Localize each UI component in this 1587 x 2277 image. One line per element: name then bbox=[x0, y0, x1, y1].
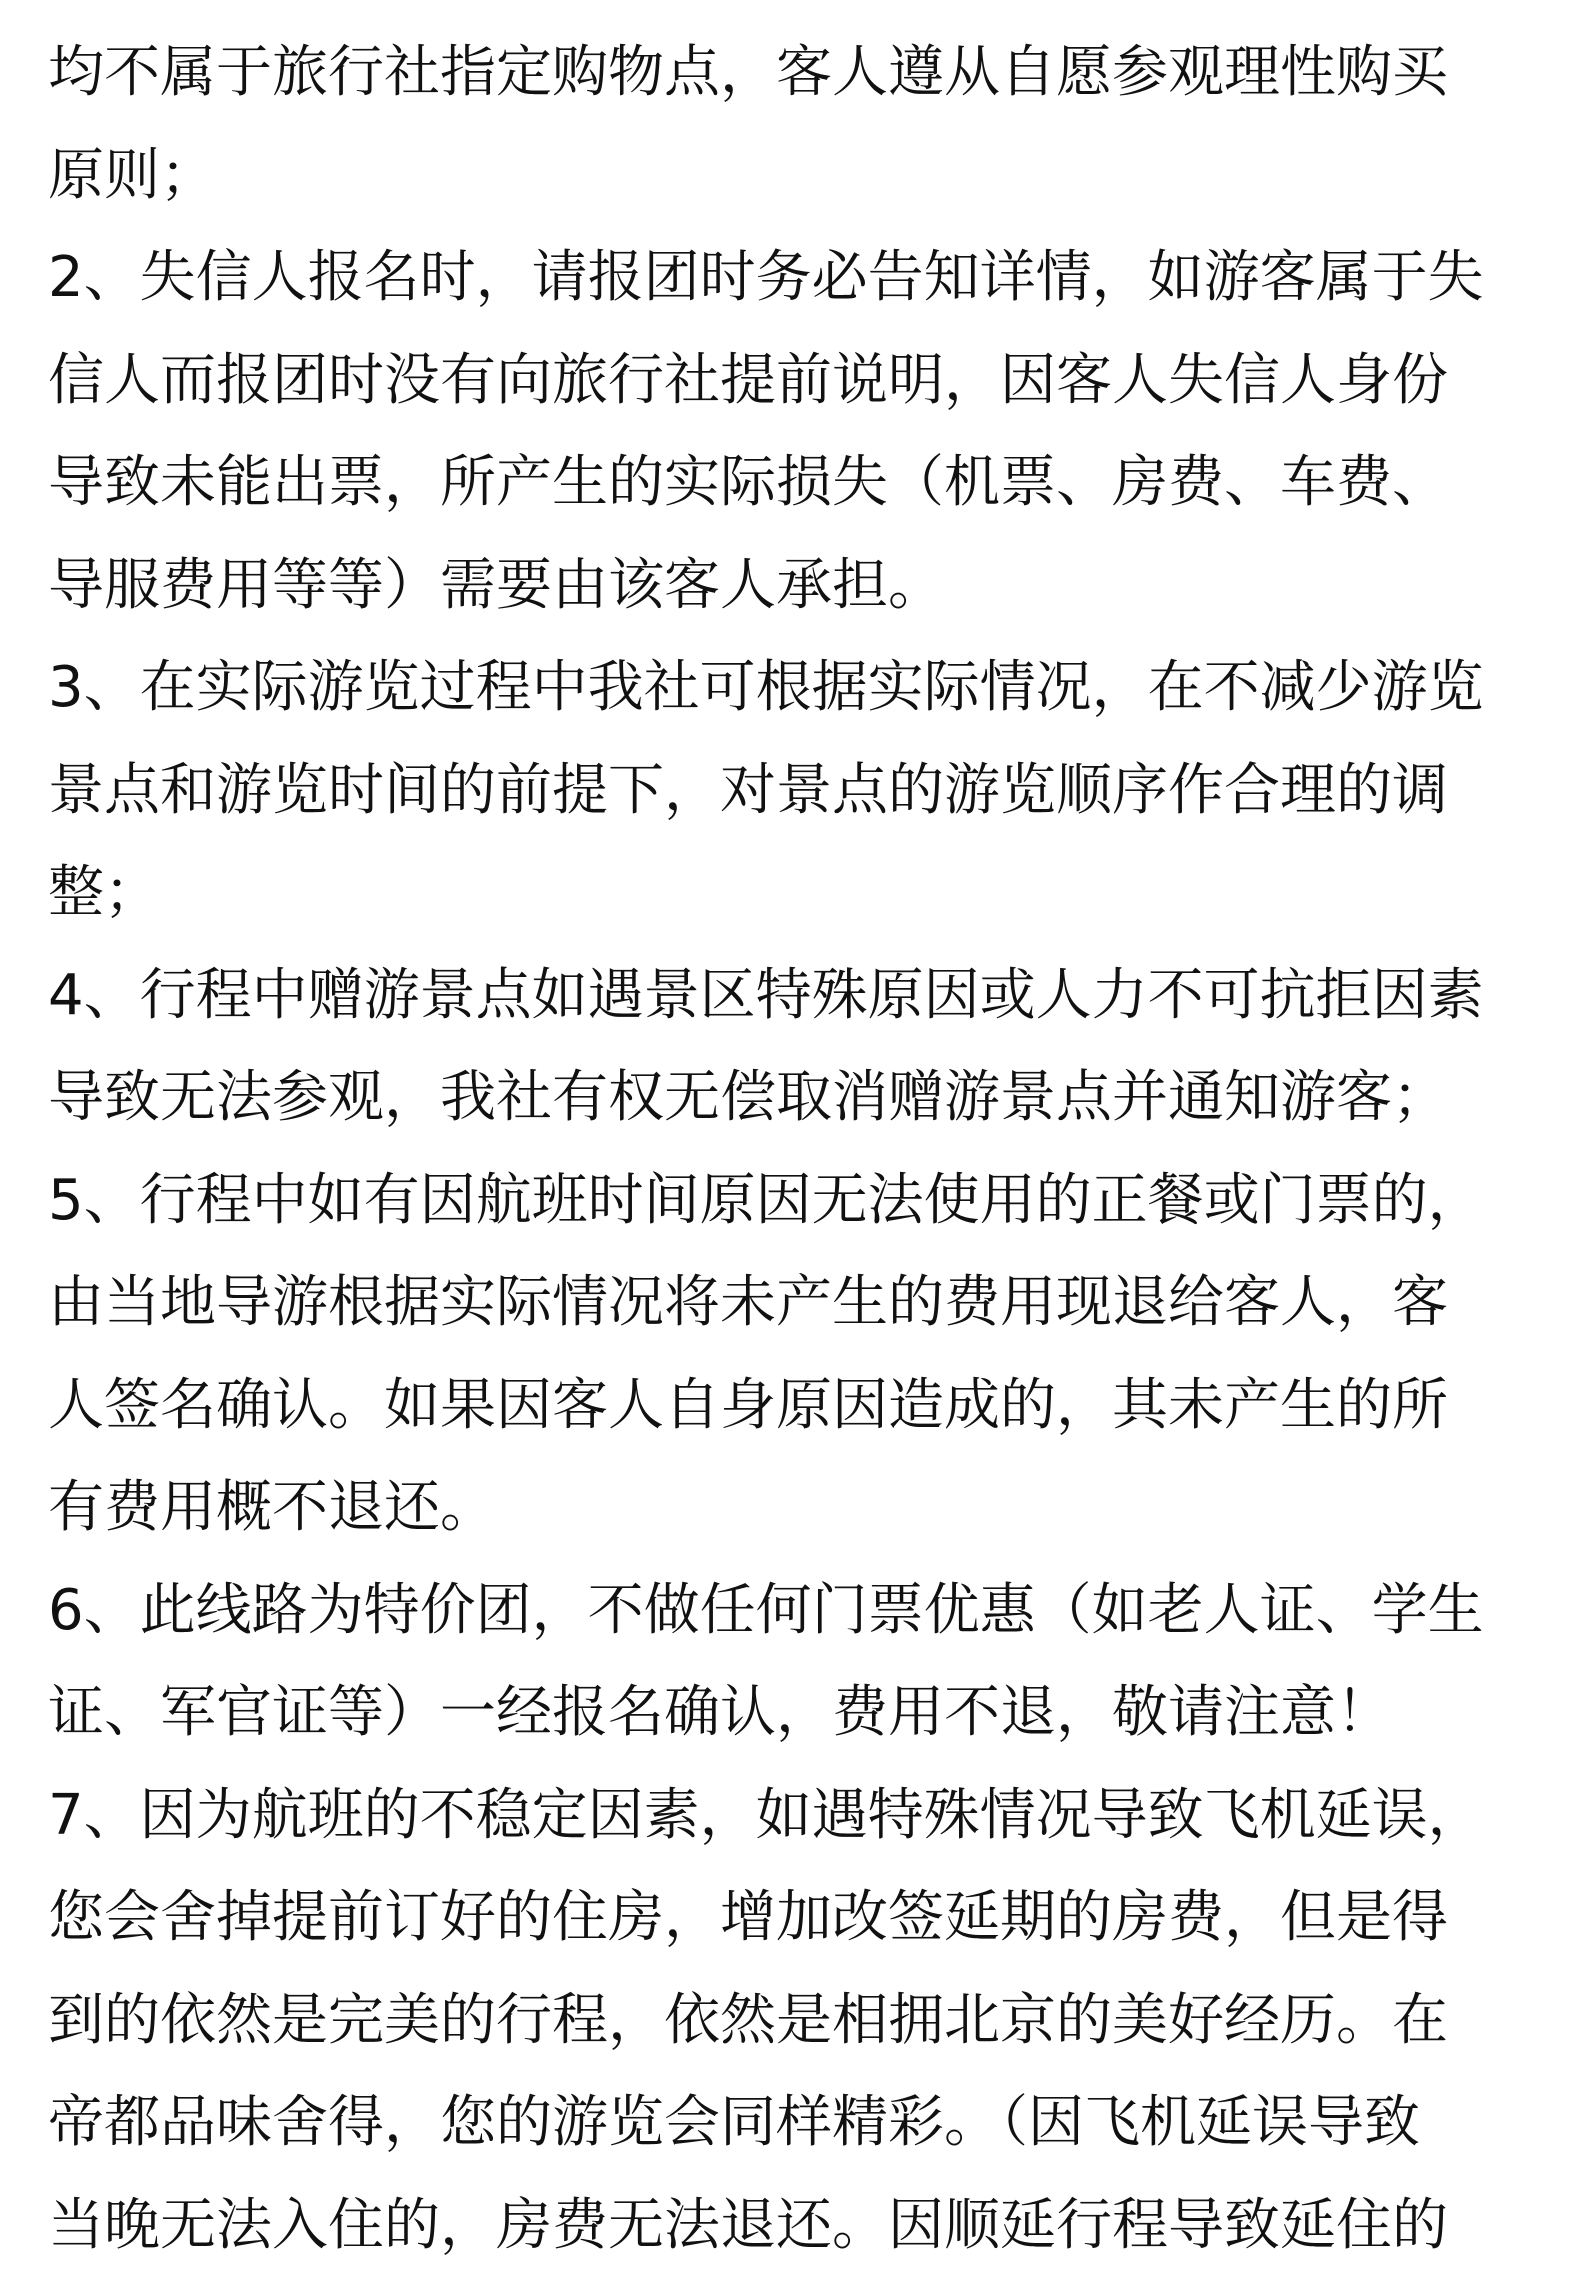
text-line: 证、军官证等）一经报名确认，费用不退，敬请注意！ bbox=[48, 1662, 1554, 1765]
text-line: 由当地导游根据实际情况将未产生的费用现退给客人，客 bbox=[48, 1252, 1554, 1355]
text-line: 6、此线路为特价团，不做任何门票优惠（如老人证、学生 bbox=[48, 1560, 1554, 1663]
text-line: 人签名确认。如果因客人自身原因造成的，其未产生的所 bbox=[48, 1355, 1554, 1458]
text-line: 整； bbox=[48, 842, 1554, 945]
text-line: 当晚无法入住的，房费无法退还。因顺延行程导致延住的 bbox=[48, 2175, 1554, 2277]
text-line: 4、行程中赠游景点如遇景区特殊原因或人力不可抗拒因素 bbox=[48, 945, 1554, 1048]
text-line: 您会舍掉提前订好的住房，增加改签延期的房费，但是得 bbox=[48, 1867, 1554, 1970]
text-line: 3、在实际游览过程中我社可根据实际情况，在不减少游览 bbox=[48, 637, 1554, 740]
text-line: 均不属于旅行社指定购物点，客人遵从自愿参观理性购买 bbox=[48, 22, 1554, 125]
text-line: 导服费用等等）需要由该客人承担。 bbox=[48, 535, 1554, 638]
text-line: 导致未能出票，所产生的实际损失（机票、房费、车费、 bbox=[48, 432, 1554, 535]
text-line: 景点和游览时间的前提下，对景点的游览顺序作合理的调 bbox=[48, 740, 1554, 843]
text-line: 导致无法参观，我社有权无偿取消赠游景点并通知游客； bbox=[48, 1047, 1554, 1150]
text-line: 2、失信人报名时，请报团时务必告知详情，如游客属于失 bbox=[48, 227, 1554, 330]
text-line: 到的依然是完美的行程，依然是相拥北京的美好经历。在 bbox=[48, 1970, 1554, 2073]
text-line: 7、因为航班的不稳定因素，如遇特殊情况导致飞机延误， bbox=[48, 1765, 1554, 1868]
text-line: 帝都品味舍得，您的游览会同样精彩。（因飞机延误导致 bbox=[48, 2072, 1554, 2175]
text-line: 原则； bbox=[48, 125, 1554, 228]
text-line: 有费用概不退还。 bbox=[48, 1457, 1554, 1560]
text-line: 信人而报团时没有向旅行社提前说明，因客人失信人身份 bbox=[48, 330, 1554, 433]
text-line: 5、行程中如有因航班时间原因无法使用的正餐或门票的， bbox=[48, 1150, 1554, 1253]
document-page bbox=[48, 22, 1554, 2277]
